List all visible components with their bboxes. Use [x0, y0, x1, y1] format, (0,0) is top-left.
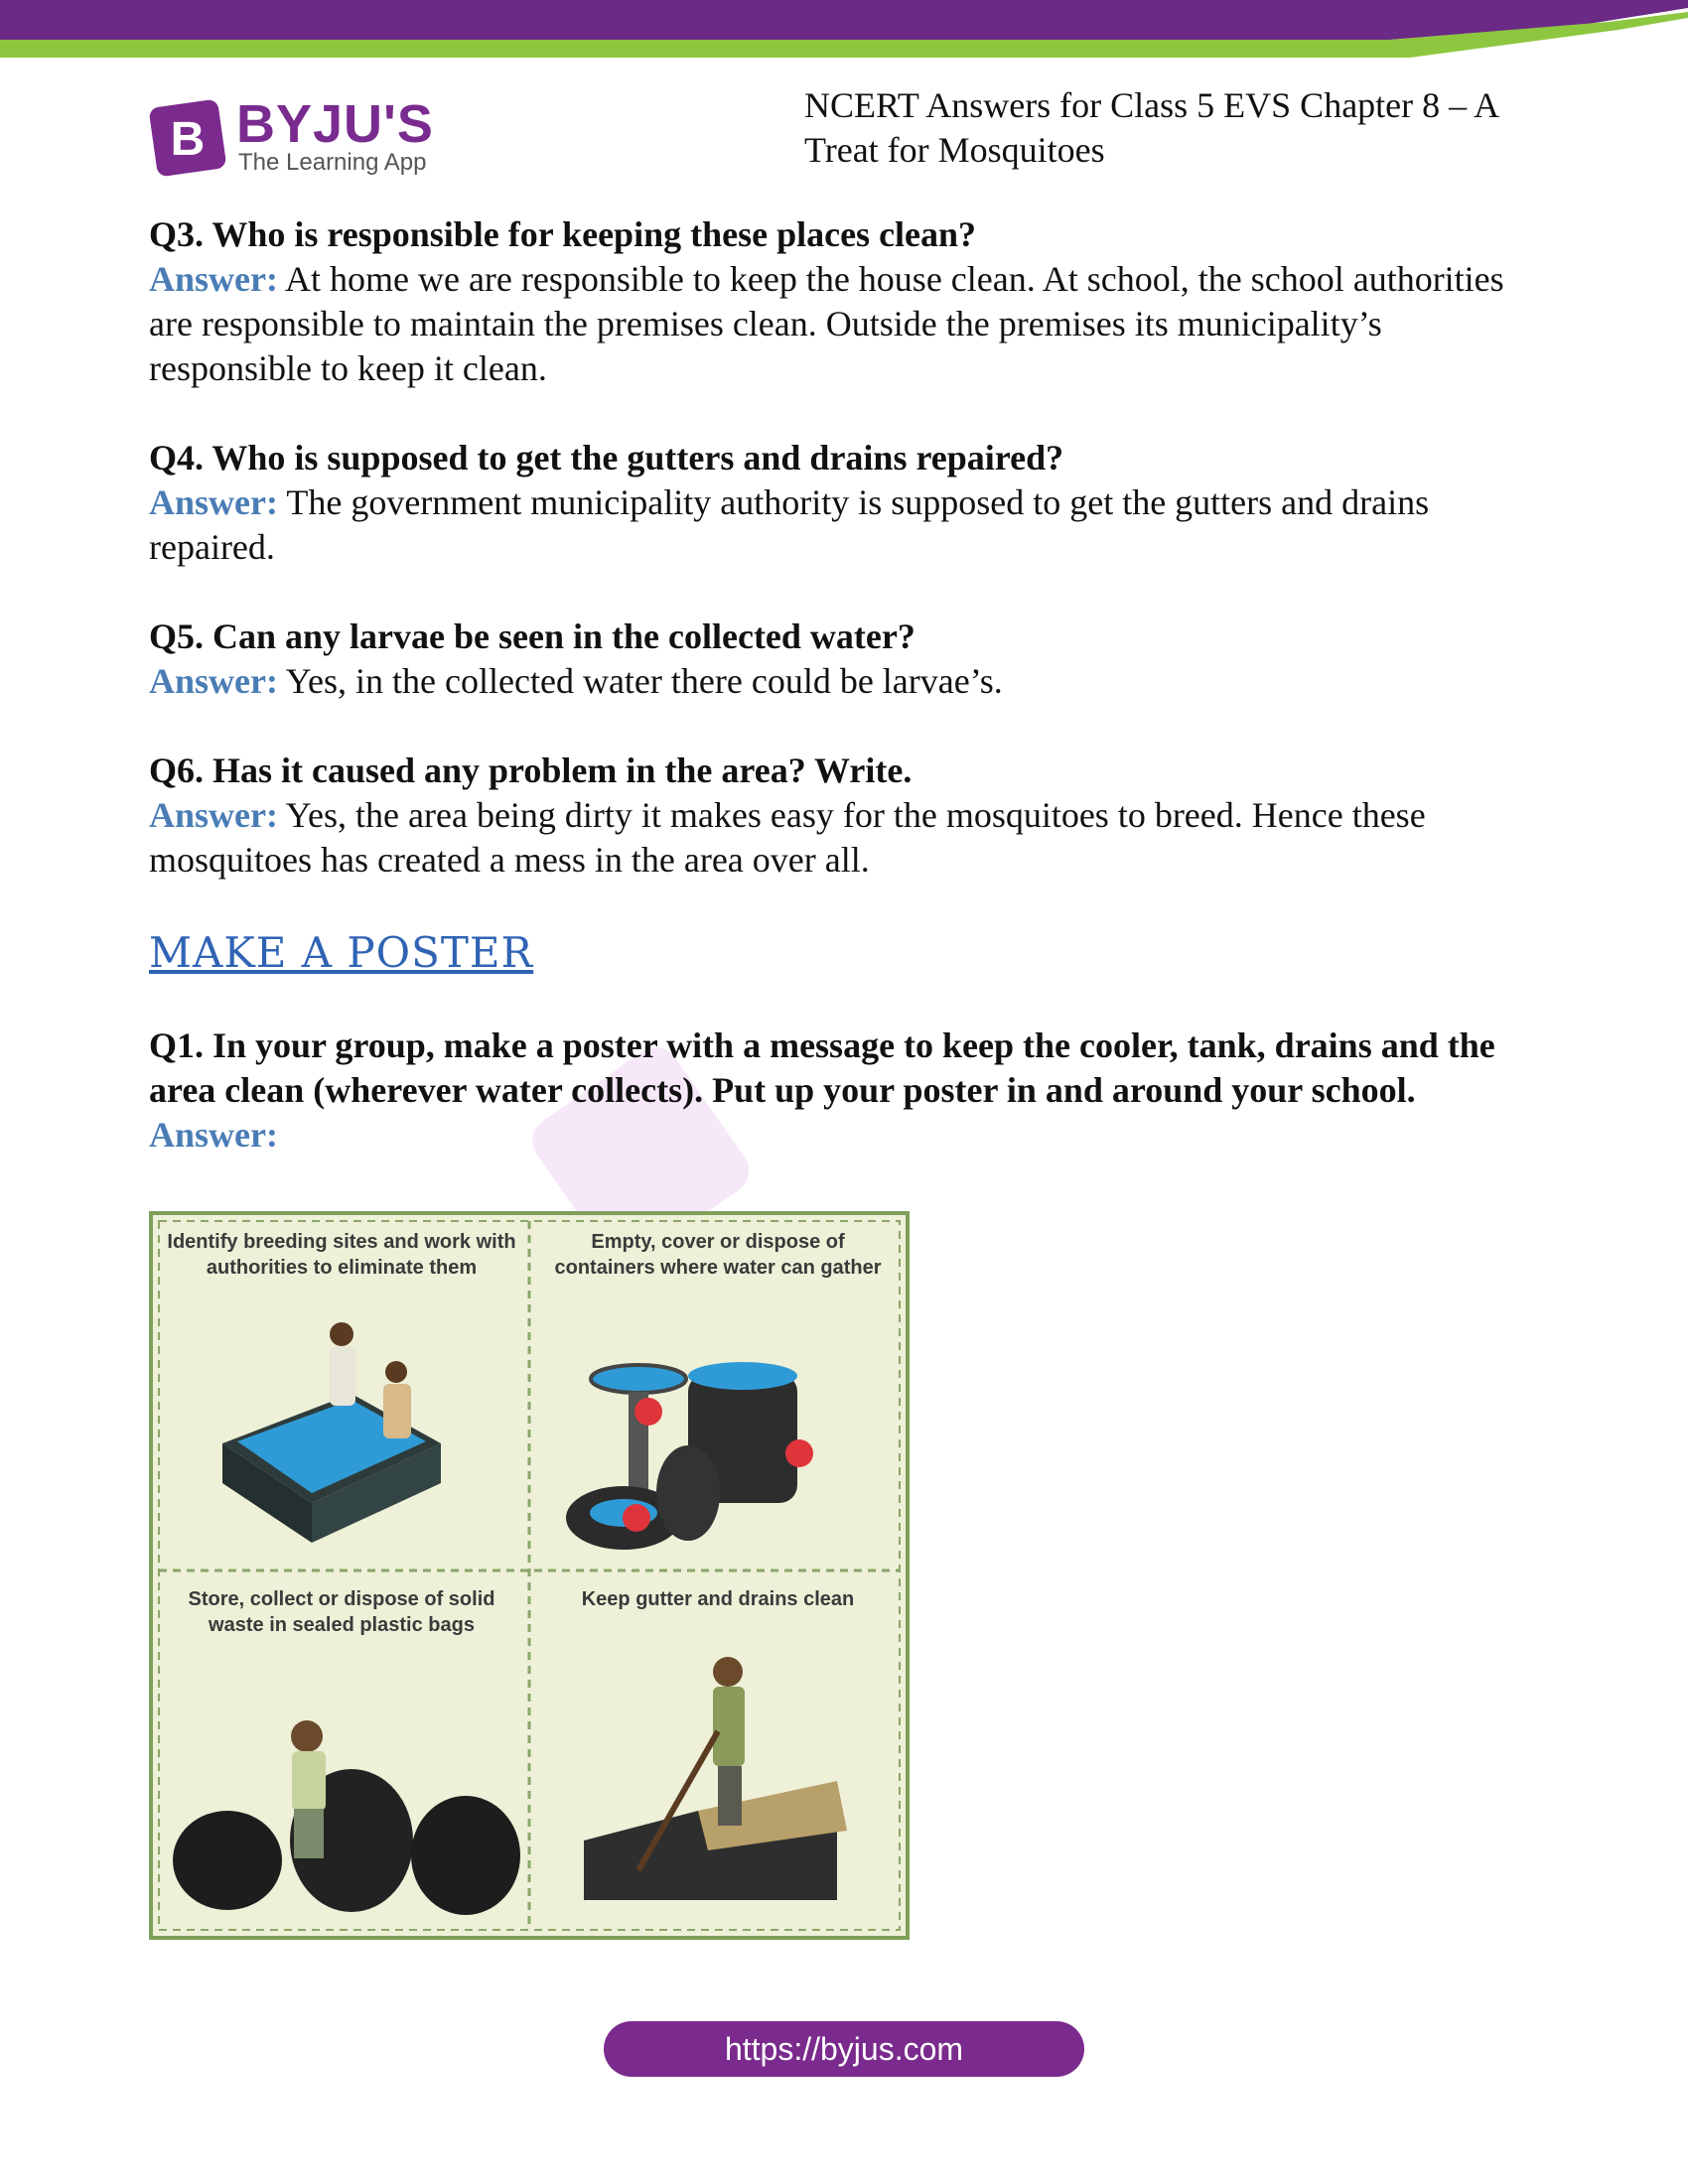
answer-label: Answer:	[149, 482, 278, 522]
section-heading: MAKE A POSTER	[149, 928, 534, 977]
answer-label: Answer:	[149, 259, 278, 299]
byjus-logo	[149, 95, 437, 181]
panel-caption: Store, collect or dispose of solid waste in sealed plastic bags	[188, 1588, 495, 1636]
poster-question: Q1. In your group, make a poster with a message to keep the cooler, tank, drains and the area clean (wherever water collects). Put up your poster in and around your school.	[149, 1025, 1495, 1110]
question-text: Q3. Who is responsible for keeping these places clean?	[149, 214, 977, 254]
answer-text	[149, 659, 1539, 704]
panel-caption: Keep gutter and drains clean	[581, 1588, 855, 1610]
answer-body: Yes, in the collected water there could be larvae’s.	[285, 661, 1003, 701]
qa-item-q5	[149, 614, 1539, 704]
poster-panel-gutters	[529, 1572, 907, 1933]
poster-image	[149, 1211, 910, 1940]
poster-panel-solid-waste	[153, 1572, 530, 1933]
header-title-line2: Treat for Mosquitoes	[804, 130, 1105, 170]
answer-text	[149, 793, 1539, 883]
answer-label: Answer:	[149, 795, 278, 835]
drain-cleaning-illustration-icon	[529, 1572, 907, 1930]
header-title-line1: NCERT Answers for Class 5 EVS Chapter 8 – A	[804, 85, 1500, 125]
poster-panel-breeding-sites	[153, 1215, 530, 1575]
answer-body: Yes, the area being dirty it makes easy for the mosquitoes to breed. Hence these mosquitoes has created a mess in the area over all.	[149, 795, 1426, 880]
question-text: Q4. Who is supposed to get the gutters and drains repaired?	[149, 438, 1064, 478]
panel-caption: Identify breeding sites and work with authorities to eliminate them	[167, 1231, 516, 1279]
logo-tagline: The Learning App	[238, 149, 427, 176]
svg-text:B: B	[170, 113, 206, 166]
answer-body: The government municipality authority is supposed to get the gutters and drains repaired.	[149, 482, 1430, 567]
answer-text	[149, 257, 1539, 391]
logo-mark-icon	[149, 99, 226, 177]
document-body	[149, 212, 1539, 1158]
qa-item-q6	[149, 749, 1539, 883]
panel-caption: Empty, cover or dispose of containers where water can gather	[554, 1231, 882, 1279]
logo-name: BYJU'S	[236, 94, 434, 154]
top-banner	[0, 0, 1688, 60]
qa-item-q4	[149, 436, 1539, 570]
answer-text	[149, 480, 1539, 570]
answer-label: Answer:	[149, 661, 278, 701]
page-header-title	[804, 83, 1599, 173]
question-text: Q6. Has it caused any problem in the area? Write.	[149, 751, 913, 790]
qa-item-q3	[149, 212, 1539, 391]
footer-url-pill[interactable]: https://byjus.com	[604, 2021, 1084, 2077]
poster-panel-containers	[529, 1215, 907, 1575]
poster-answer-label: Answer:	[149, 1115, 278, 1155]
question-text: Q5. Can any larvae be seen in the collected water?	[149, 616, 915, 656]
answer-body: At home we are responsible to keep the house clean. At school, the school authorities are responsible to maintain the premises clean. Outside the premises its municipality’s responsible to keep it clean.	[149, 259, 1504, 388]
